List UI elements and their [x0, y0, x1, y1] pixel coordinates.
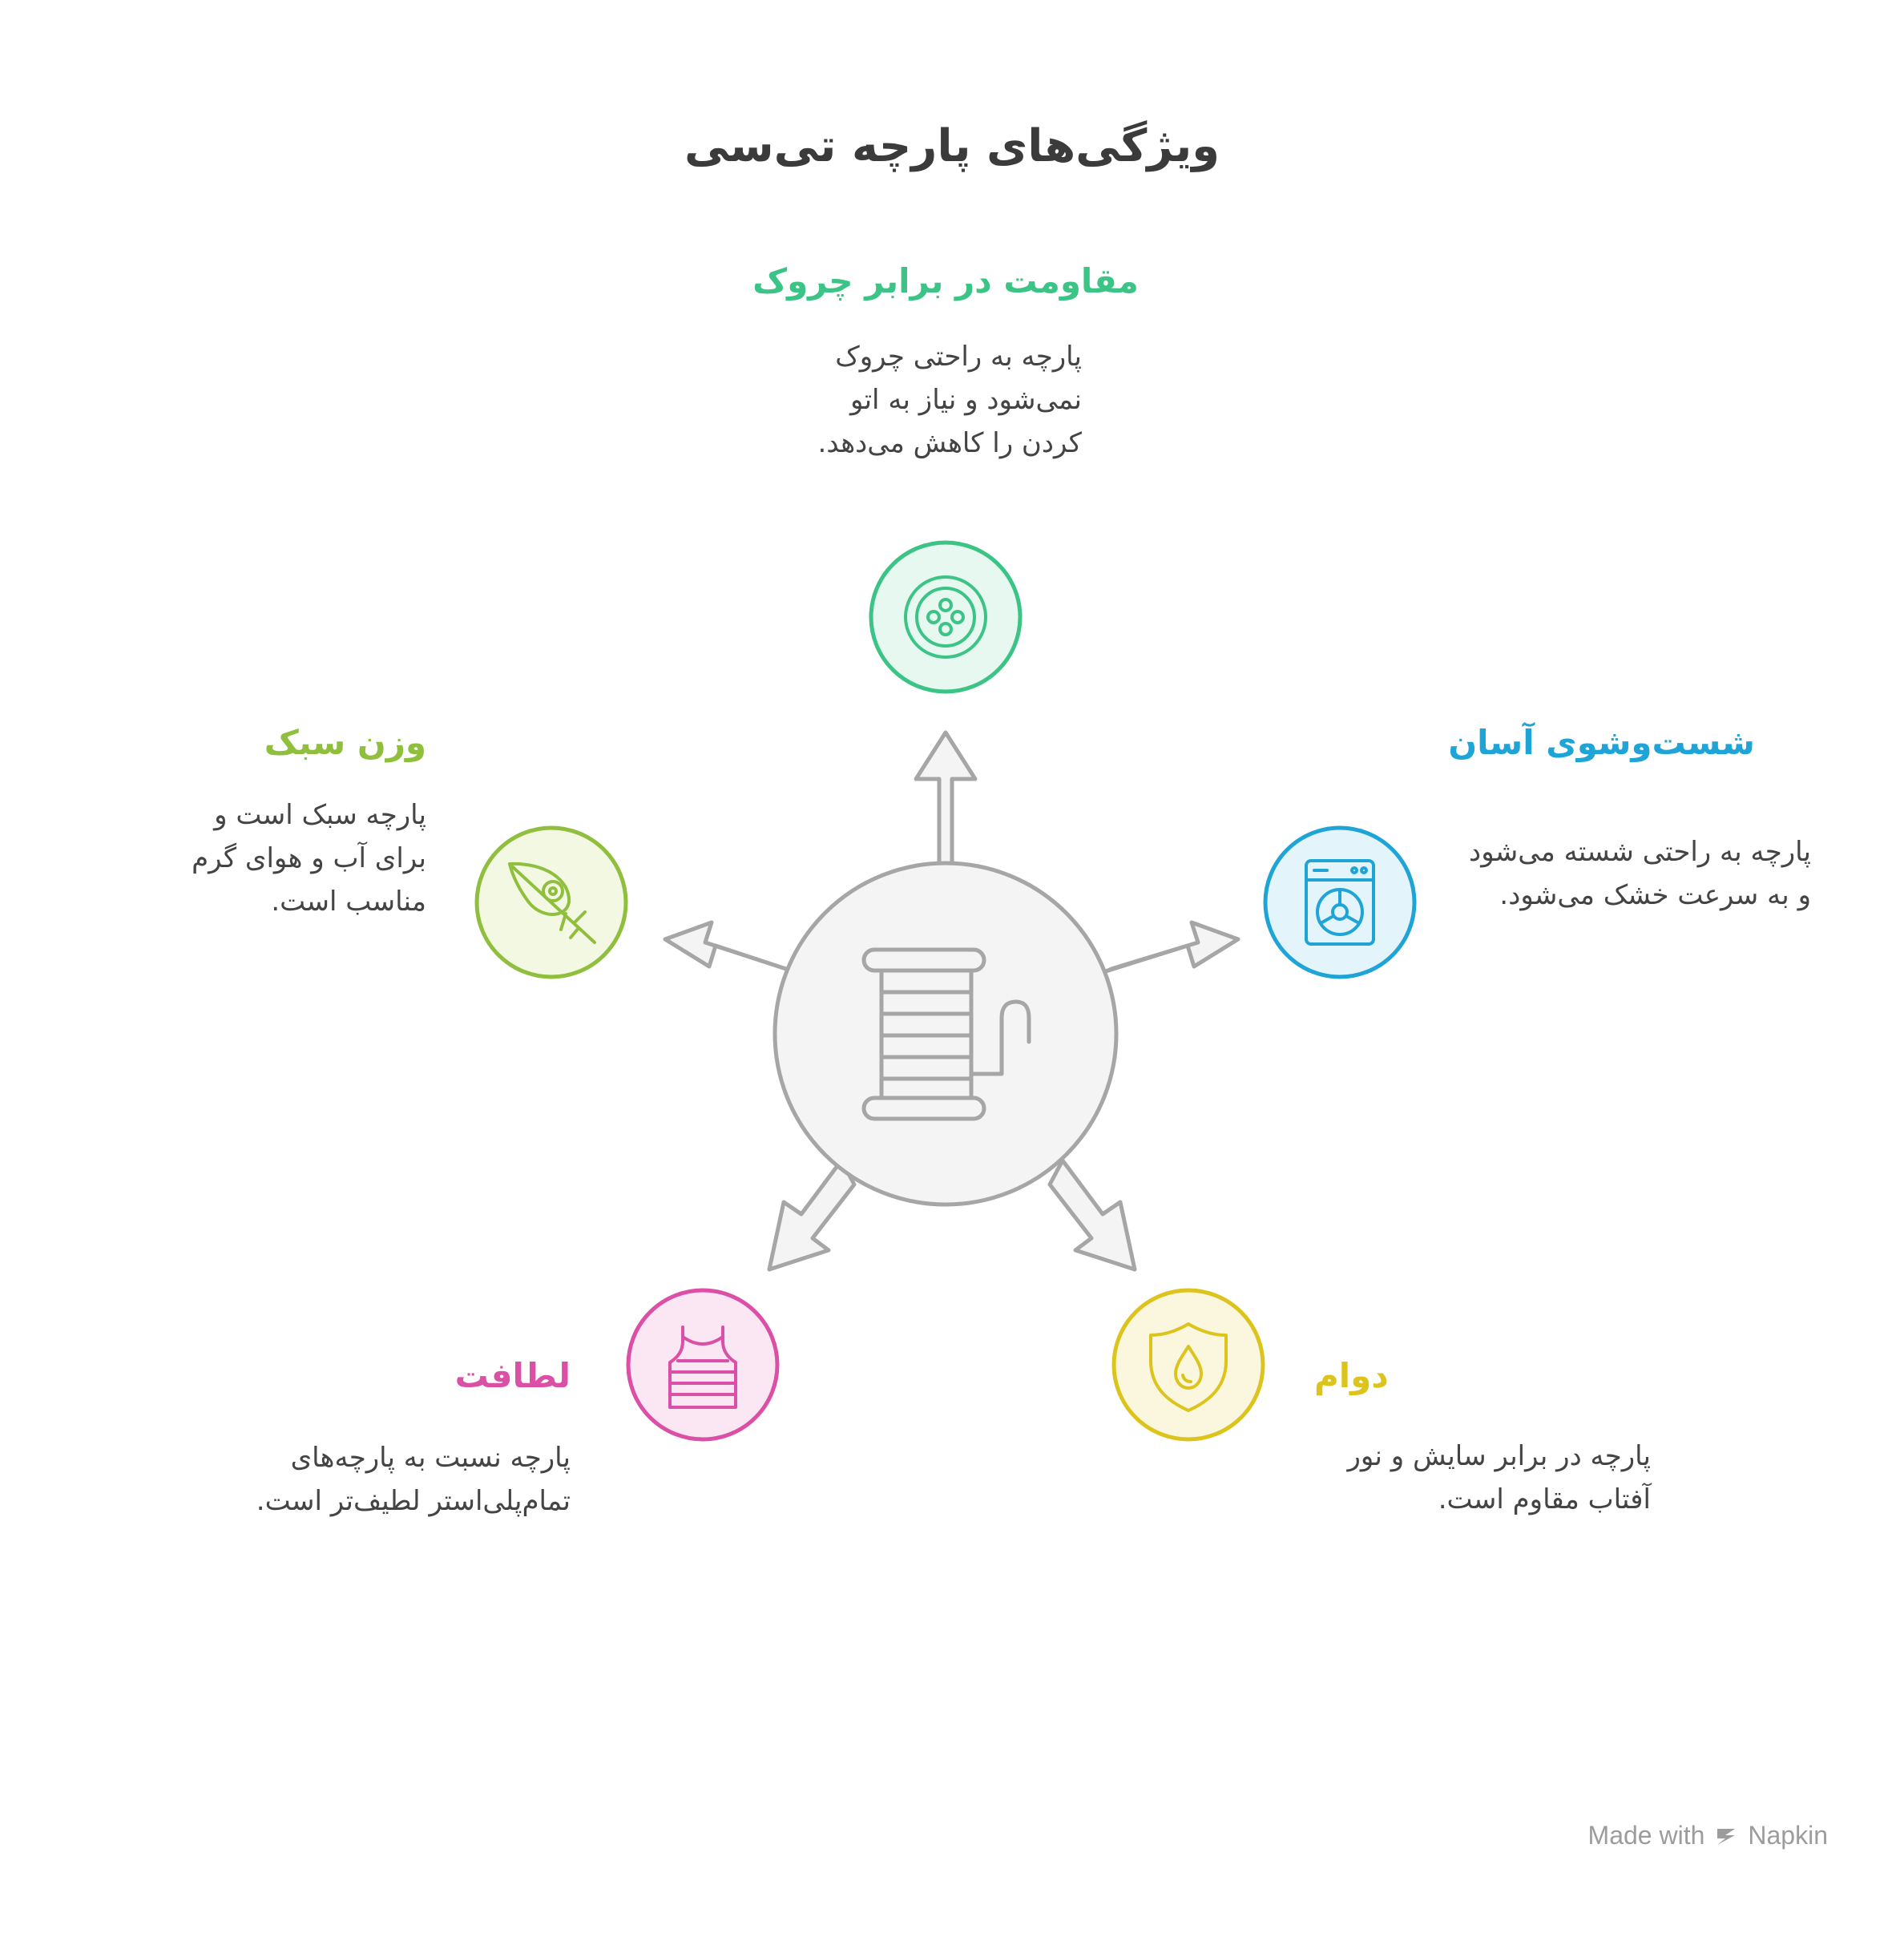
- description-line: پارچه در برابر سایش و نور: [1347, 1440, 1651, 1472]
- softness-title: لطافت: [454, 1356, 571, 1395]
- made-with-label: Made with: [1587, 1821, 1705, 1850]
- softness-circle: [628, 1290, 777, 1439]
- durability-description: [1314, 1435, 1651, 1521]
- description-line: پارچه به راحتی شسته می‌شود: [1469, 836, 1811, 868]
- description-line: کردن را کاهش می‌دهد.: [817, 427, 1082, 459]
- arrow-right: [1106, 922, 1238, 971]
- brand-name: Napkin: [1748, 1821, 1828, 1850]
- arrow-left: [665, 922, 798, 973]
- napkin-logo-icon: [1714, 1824, 1738, 1848]
- wrinkle-description: [745, 335, 1082, 465]
- washing-description: [1466, 830, 1811, 917]
- durability-circle: [1114, 1290, 1263, 1439]
- description-line: پارچه سبک است و: [214, 799, 426, 831]
- description-line: پارچه به راحتی چروک: [835, 341, 1082, 373]
- durability-title: دوام: [1314, 1356, 1389, 1395]
- description-line: آفتاب مقاوم است.: [1438, 1483, 1651, 1515]
- arrow-up: [916, 732, 975, 866]
- arrow-down-right: [1050, 1160, 1135, 1269]
- softness-description: [226, 1436, 571, 1523]
- description-line: برای آب و هوای گرم: [192, 842, 426, 874]
- page-title: ویژگی‌های پارچه تی‌سی: [684, 120, 1220, 172]
- wrinkle-circle: [871, 543, 1020, 692]
- arrow-down-left: [769, 1160, 854, 1269]
- description-line: مناسب است.: [271, 886, 426, 918]
- durability-node: [1114, 1290, 1263, 1439]
- wrinkle-node: [871, 543, 1020, 692]
- lightweight-node: [477, 828, 626, 977]
- description-line: تمام‌پلی‌استر لطیف‌تر است.: [256, 1485, 571, 1517]
- washing-title: شست‌وشوی آسان: [1448, 723, 1755, 762]
- lightweight-description: [146, 793, 426, 923]
- lightweight-title: وزن سبک: [264, 723, 426, 762]
- description-line: پارچه نسبت به پارچه‌های: [290, 1442, 571, 1474]
- description-line: و به سرعت خشک می‌شود.: [1499, 879, 1811, 911]
- washing-node: [1265, 828, 1414, 977]
- description-line: نمی‌شود و نیاز به اتو: [850, 384, 1082, 416]
- brand-watermark: [1588, 1821, 1828, 1850]
- softness-node: [628, 1290, 777, 1439]
- wrinkle-title: مقاومت در برابر چروک: [752, 261, 1139, 301]
